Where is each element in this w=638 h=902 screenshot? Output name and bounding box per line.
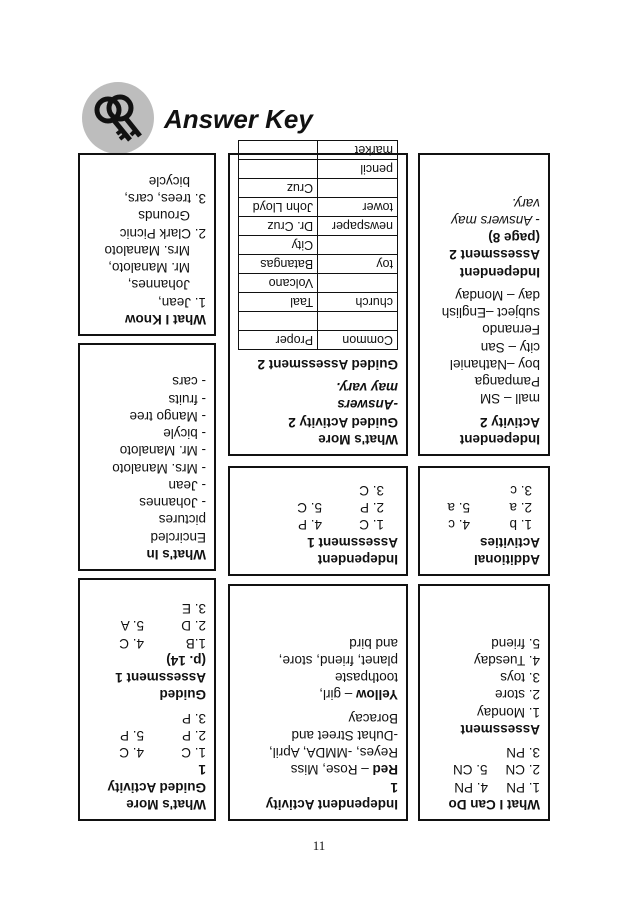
list-item: - Johannes — [139, 495, 206, 511]
section-heading: Activities — [479, 534, 540, 550]
list-item: 3. trees, cars, — [124, 191, 206, 207]
list-item: boy –Nathaniel — [449, 356, 540, 372]
whats-in-heading: What's In — [146, 547, 206, 562]
table-cell: Cruz — [239, 178, 318, 197]
red-label: Red — [372, 762, 398, 778]
answer: 1. PN — [506, 779, 540, 795]
list-item: 2. store — [494, 687, 540, 703]
page-number: 11 — [312, 838, 326, 853]
list-item: mall – SM — [479, 391, 540, 407]
answer: 3. P — [181, 710, 206, 726]
table-cell: pencil — [318, 159, 398, 178]
answer: 4. C — [119, 635, 144, 651]
section-heading: Assessment 1 — [307, 534, 398, 550]
list-item: 5. friend — [491, 635, 540, 651]
section-heading: Guided Assessment 2 — [257, 356, 398, 372]
answer: 5. P — [119, 727, 144, 743]
table-row — [239, 235, 398, 254]
section-heading: (page 8) — [488, 230, 540, 246]
table-row — [239, 292, 398, 311]
list-item: planet, friend, store, — [278, 652, 398, 668]
page-title: Answer Key — [164, 104, 313, 134]
list-item: subject –English — [441, 305, 540, 321]
answer: 1.B — [185, 635, 206, 651]
list-item: 3. toys — [500, 670, 540, 686]
table-row — [239, 311, 398, 330]
independent-activity-2-box — [418, 153, 550, 456]
note: may vary. — [336, 380, 398, 396]
list-item: Grounds — [138, 208, 190, 224]
list-item: Pampanga — [474, 374, 540, 390]
table-cell — [318, 311, 398, 330]
answer: 2. P — [181, 727, 206, 743]
table-row — [239, 197, 398, 216]
list-item: 1. Monday — [476, 704, 540, 720]
list-item: Mr. Manaloto, — [108, 260, 190, 276]
what-i-know-box — [78, 153, 216, 336]
answer: 3. E — [181, 601, 206, 617]
section-heading: What's More — [318, 432, 398, 447]
table-header-row — [239, 330, 398, 349]
list-item: Boracay — [348, 710, 398, 726]
list-item: toothpaste — [334, 670, 398, 686]
section-heading: (p. 14) — [166, 652, 206, 668]
list-item: pictures — [158, 512, 206, 528]
answer: 3. c — [510, 482, 532, 498]
table-row — [239, 140, 398, 159]
list-item: Fernando — [482, 322, 540, 338]
section-heading: Independent Activity — [265, 797, 398, 812]
section-heading: Guided Activity — [107, 779, 206, 795]
note: - Answers may — [451, 212, 540, 228]
list-item: Mrs. Manaloto — [104, 242, 190, 258]
answer: 2. CN — [505, 762, 540, 778]
answer: 2. a — [509, 500, 532, 516]
column-header: Common — [318, 330, 398, 349]
answer: 5. A — [120, 618, 144, 634]
column-header: Proper — [239, 330, 318, 349]
section-heading: Independent — [459, 432, 540, 447]
list-item: - Jean — [168, 477, 206, 493]
list-item: city – San — [480, 339, 540, 355]
section-heading: 1 — [198, 762, 206, 778]
list-item: day – Monday — [455, 287, 540, 303]
note: -Answers — [337, 397, 398, 413]
section-heading: Independent — [317, 552, 398, 567]
table-cell: tower — [318, 197, 398, 216]
answer: 2. P — [359, 500, 384, 516]
list-item: - Mango tree — [129, 408, 206, 424]
list-item: bicycle — [148, 173, 190, 189]
answer: 4. C — [119, 745, 144, 761]
table-row — [239, 159, 398, 178]
what-i-know-heading: What I Know — [125, 312, 206, 327]
section-heading: Independent — [459, 264, 540, 280]
table-cell — [239, 159, 318, 178]
table-cell — [318, 273, 398, 292]
note: vary. — [511, 195, 540, 211]
table-cell: Taal — [239, 292, 318, 311]
list-item: Reyes, -MMDA, April, — [268, 745, 398, 761]
additional-activities-box — [418, 466, 550, 576]
table-cell: City — [239, 235, 318, 254]
table-row — [239, 254, 398, 273]
answer: 4. PN — [454, 779, 488, 795]
list-item: - Mrs. Manaloto — [112, 460, 206, 476]
whats-more-guided-box — [78, 578, 216, 821]
table-cell — [318, 235, 398, 254]
yellow-label: Yellow — [355, 687, 398, 703]
list-item: - Mr. Manaloto — [119, 443, 206, 459]
section-heading: What I Can Do — [448, 797, 540, 812]
list-item: Johannes, — [127, 277, 190, 293]
list-item: 1. Jean, — [157, 294, 206, 310]
table-cell: market — [318, 140, 398, 159]
section-heading: 1 — [390, 779, 398, 795]
section-heading: Assessment 1 — [115, 670, 206, 686]
answer: 5. CN — [452, 762, 488, 778]
answer: 4. c — [448, 517, 470, 533]
list-item: 2. Clark Picnic — [119, 225, 206, 241]
table-cell: John Lloyd — [239, 197, 318, 216]
red-text: – Rose, Miss — [290, 762, 373, 778]
table-row — [239, 273, 398, 292]
whats-more-guided-2-box — [228, 142, 408, 456]
section-heading: Assessment — [460, 721, 540, 737]
table-cell: Volcano — [239, 273, 318, 292]
answer: 1. C — [359, 517, 384, 533]
list-item: and bird — [349, 635, 398, 651]
section-heading: Activity 2 — [479, 414, 540, 430]
what-i-can-do-box — [418, 584, 550, 821]
table-cell: church — [318, 292, 398, 311]
list-item: 4. Tuesday — [473, 652, 540, 668]
list-item: - bicyle — [163, 426, 206, 442]
answer: 1. C — [181, 745, 206, 761]
whats-in-box — [78, 343, 216, 571]
table-cell: Dr. Cruz — [239, 216, 318, 235]
answer: 5. a — [447, 500, 470, 516]
table-cell: newspaper — [318, 216, 398, 235]
list-item: -Duhat Street and — [291, 727, 398, 743]
answer: 5. C — [297, 500, 322, 516]
section-heading: Assessment 2 — [449, 247, 540, 263]
section-heading: Guided Activity 2 — [288, 414, 398, 430]
list-item: Encircled — [150, 529, 206, 545]
table-cell — [318, 178, 398, 197]
list-item: - fruits — [168, 391, 206, 407]
independent-activity-1-box — [228, 584, 408, 821]
table-row — [239, 178, 398, 197]
answer: 2. D — [181, 618, 206, 634]
answer: 3. PN — [506, 745, 540, 761]
table-cell — [239, 311, 318, 330]
independent-assessment-1-box — [228, 466, 408, 576]
answer: 4. P — [297, 517, 322, 533]
list-item: - cars — [172, 374, 206, 390]
key-icon — [82, 82, 154, 154]
yellow-text: – girl, — [319, 687, 356, 703]
table-cell: Batangas — [239, 254, 318, 273]
noun-table — [238, 140, 398, 350]
table-row — [239, 216, 398, 235]
section-heading: What's More — [126, 797, 206, 812]
answer: 3. C — [359, 482, 384, 498]
section-heading: Additional — [474, 552, 540, 567]
table-cell: toy — [318, 254, 398, 273]
table-cell — [239, 140, 318, 159]
answer: 1. b — [509, 517, 532, 533]
section-heading: Guided — [159, 687, 206, 703]
